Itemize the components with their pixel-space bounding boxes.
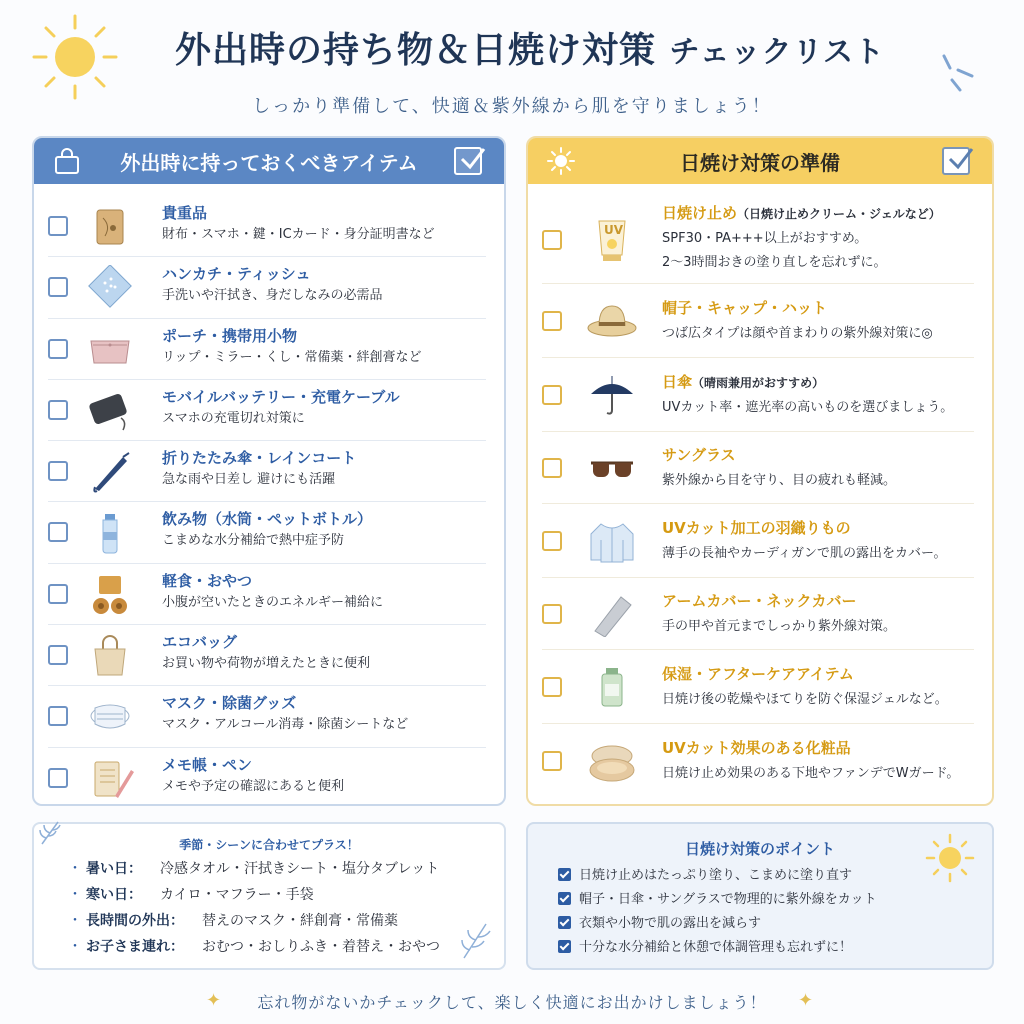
list-item [48, 686, 486, 747]
list-item [48, 748, 486, 809]
items-card [32, 136, 506, 806]
list-item [48, 380, 486, 441]
item-title: マスク・除菌グッズ [162, 694, 297, 713]
sun-care-points-box [526, 822, 994, 970]
item-title [662, 590, 857, 611]
item-checkbox[interactable] [542, 531, 562, 551]
sun-care-card [526, 136, 994, 806]
sun-icon [546, 146, 576, 176]
item-title [662, 517, 851, 538]
seasonal-extra-row [68, 884, 314, 904]
item-checkbox[interactable] [48, 522, 68, 542]
sparkle-icon: ✦ [206, 990, 222, 1011]
item-title: 軽食・おやつ [162, 571, 253, 590]
cardigan-icon [586, 518, 638, 564]
item-title-text: 帽子・キャップ・ハット [662, 299, 828, 317]
compact-icon [586, 738, 638, 784]
item-checkbox[interactable] [542, 604, 562, 624]
item-checkbox[interactable] [48, 277, 68, 297]
snack-icon [84, 572, 136, 618]
bullet: ・ [68, 939, 82, 955]
item-description: リップ・ミラー・くし・常備薬・絆創膏など [162, 349, 422, 365]
item-description: 薄手の長袖やカーディガンで肌の露出をカバー。 [662, 546, 947, 561]
header-checkbox[interactable] [454, 147, 482, 175]
item-title: 貴重品 [162, 204, 208, 222]
item-description: 小腹が空いたときのエネルギー補給に [162, 594, 384, 610]
list-item [542, 432, 974, 504]
list-item [48, 564, 486, 625]
hat-icon [586, 298, 638, 344]
sun-icon [30, 12, 120, 102]
item-title [662, 202, 941, 223]
check-icon [458, 145, 488, 175]
seasonal-extra-value: おむつ・おしりふき・着替え・おやつ [202, 939, 440, 955]
check-icon [558, 892, 571, 905]
item-description: 紫外線から目を守り、目の疲れも軽減。 [662, 473, 897, 488]
sun-care-points-title: 日焼け対策のポイント [684, 840, 835, 858]
check-icon [558, 940, 571, 953]
item-title: エコバッグ [162, 633, 238, 652]
item-description: 日焼け止め効果のある下地やファンデでWガード。 [662, 766, 960, 781]
mask-icon [84, 694, 136, 740]
sun-care-point-text: 帽子・日傘・サングラスで物理的に紫外線をカット [579, 892, 877, 907]
item-title [662, 371, 824, 392]
item-title-note: （晴雨兼用がおすすめ） [692, 376, 825, 390]
items-card-header [34, 138, 504, 184]
seasonal-extra-value: 冷感タオル・汗拭きシート・塩分タブレット [160, 861, 440, 877]
list-item [542, 284, 974, 358]
bag-icon [52, 146, 82, 176]
sun-care-point [558, 936, 852, 955]
item-title: 折りたたみ傘・レインコート [162, 449, 357, 468]
item-description: 手の甲や首元までしっかり紫外線対策。 [662, 619, 897, 634]
list-item [542, 724, 974, 798]
item-title: モバイルバッテリー・充電ケーブル [162, 387, 400, 406]
sun-care-card-header [528, 138, 992, 184]
item-title-text: UVカット効果のある化粧品 [662, 739, 851, 757]
list-item [48, 625, 486, 686]
list-item [48, 319, 486, 380]
seasonal-extra-row [68, 936, 440, 956]
item-checkbox[interactable] [48, 645, 68, 665]
items-card-title: 外出時に持っておくべきアイテム [120, 150, 418, 175]
seasonal-extras-box [32, 822, 506, 970]
seasonal-extra-label: 暑い日： [86, 861, 142, 877]
item-title: 飲み物（水筒・ペットボトル） [162, 510, 373, 529]
item-description: スマホの充電切れ対策に [162, 410, 305, 426]
item-checkbox[interactable] [48, 400, 68, 420]
page-subtitle: しっかり準備して、快適＆紫外線から肌を守りましょう！ [252, 96, 772, 117]
seasonal-extra-value: 替えのマスク・絆創膏・常備薬 [202, 913, 398, 929]
battery-icon [84, 388, 136, 434]
seasonal-extra-label: お子さま連れ： [86, 939, 184, 955]
item-description: つば広タイプは顔や首まわりの紫外線対策に◎ [662, 326, 933, 341]
sun-care-point-text: 日焼け止めはたっぷり塗り、こまめに塗り直す [579, 868, 853, 883]
aftercare-bottle-icon [586, 664, 638, 710]
sun-care-point [558, 864, 852, 883]
sparkle-lines-icon [936, 52, 976, 92]
list-item [542, 578, 974, 650]
item-description: こまめな水分補給で熱中症予防 [162, 533, 345, 549]
list-item [542, 196, 974, 284]
item-checkbox[interactable] [48, 216, 68, 236]
list-item [48, 502, 486, 563]
list-item [48, 196, 486, 257]
item-title-text: UVカット加工の羽織りもの [662, 519, 851, 537]
footer-message: 忘れ物がないかチェックして、楽しく快適にお出かけしましょう！ [257, 993, 767, 1012]
seasonal-extra-value: カイロ・マフラー・手袋 [160, 887, 314, 903]
item-checkbox[interactable] [542, 458, 562, 478]
item-title [662, 297, 827, 318]
sun-care-point [558, 888, 877, 907]
item-title-text: サングラス [662, 446, 736, 464]
item-checkbox[interactable] [48, 339, 68, 359]
check-icon [946, 145, 976, 175]
item-title [662, 444, 736, 465]
item-title-note: （日焼け止めクリーム・ジェルなど） [737, 207, 941, 221]
item-checkbox[interactable] [542, 751, 562, 771]
header [0, 0, 1024, 130]
bullet: ・ [68, 887, 82, 903]
seasonal-extras-title: 季節・シーンに合わせてプラス！ [179, 838, 359, 852]
parasol-icon [586, 372, 638, 418]
header-checkbox[interactable] [942, 147, 970, 175]
item-checkbox[interactable] [48, 461, 68, 481]
leaf-icon [38, 818, 64, 848]
wallet-icon [84, 204, 136, 250]
item-checkbox[interactable] [48, 768, 68, 788]
item-title-text: 日傘 [662, 373, 693, 391]
seasonal-extra-label: 長時間の外出： [86, 913, 184, 929]
item-checkbox[interactable] [542, 677, 562, 697]
sun-icon [924, 832, 976, 884]
item-description: 手洗いや汗拭き、身だしなみの必需品 [162, 288, 383, 304]
item-description: SPF30・PA+++以上がおすすめ。 [662, 231, 868, 246]
leaf-icon [458, 920, 494, 960]
sun-care-point-text: 衣類や小物で肌の露出を減らす [579, 916, 762, 931]
items-list [34, 196, 504, 809]
ecobag-icon [84, 633, 136, 679]
seasonal-extra-row [68, 910, 398, 930]
folding-umbrella-icon [84, 449, 136, 495]
item-checkbox[interactable] [542, 311, 562, 331]
item-title-text: アームカバー・ネックカバー [662, 592, 857, 610]
seasonal-extra-row [68, 858, 439, 878]
item-description: 2〜3時間おきの塗り直しを忘れずに。 [662, 255, 887, 270]
check-icon [558, 868, 571, 881]
page-title: 外出時の持ち物＆日焼け対策 チェックリスト [174, 29, 886, 71]
icon-label: UV [604, 223, 624, 237]
list-item [542, 358, 974, 432]
item-title [662, 737, 851, 758]
item-description: お買い物や荷物が増えたときに便利 [162, 656, 371, 672]
list-item [542, 650, 974, 724]
sunscreen-icon [586, 217, 638, 263]
sun-care-point-text: 十分な水分補給と休憩で体調管理も忘れずに！ [579, 940, 853, 955]
item-checkbox[interactable] [48, 706, 68, 726]
list-item [48, 441, 486, 502]
arm-cover-icon [586, 591, 638, 637]
item-checkbox[interactable] [48, 584, 68, 604]
item-title [662, 663, 854, 684]
item-title-text: 保湿・アフターケアアイテム [662, 665, 854, 683]
item-checkbox[interactable] [542, 385, 562, 405]
check-icon [558, 916, 571, 929]
item-description: マスク・アルコール消毒・除菌シートなど [162, 717, 409, 733]
item-title: ポーチ・携帯用小物 [162, 326, 298, 345]
item-description: UVカット率・遮光率の高いものを選びましょう。 [662, 400, 954, 415]
item-description: メモや予定の確認にあると便利 [162, 778, 345, 794]
item-description: 財布・スマホ・鍵・ICカード・身分証明書など [162, 227, 435, 242]
item-title: ハンカチ・ティッシュ [162, 265, 311, 284]
sun-care-card-title: 日焼け対策の準備 [680, 150, 840, 175]
sun-care-list [528, 196, 992, 798]
seasonal-extra-label: 寒い日： [86, 887, 142, 903]
sunglasses-icon [586, 445, 638, 491]
handkerchief-icon [84, 265, 136, 311]
item-description: 急な雨や日差し 避けにも活躍 [162, 472, 336, 488]
notebook-icon [84, 756, 136, 802]
item-description: 日焼け後の乾燥やほてりを防ぐ保湿ジェルなど。 [662, 692, 948, 707]
pouch-icon [84, 327, 136, 373]
bullet: ・ [68, 913, 82, 929]
bullet: ・ [68, 861, 82, 877]
item-title: メモ帳・ペン [162, 755, 253, 774]
list-item [48, 257, 486, 318]
item-title-text: 日焼け止め [662, 204, 738, 222]
list-item [542, 504, 974, 578]
item-checkbox[interactable] [542, 230, 562, 250]
bottle-icon [84, 510, 136, 556]
sun-care-point [558, 912, 761, 931]
sparkle-icon: ✦ [798, 990, 814, 1011]
